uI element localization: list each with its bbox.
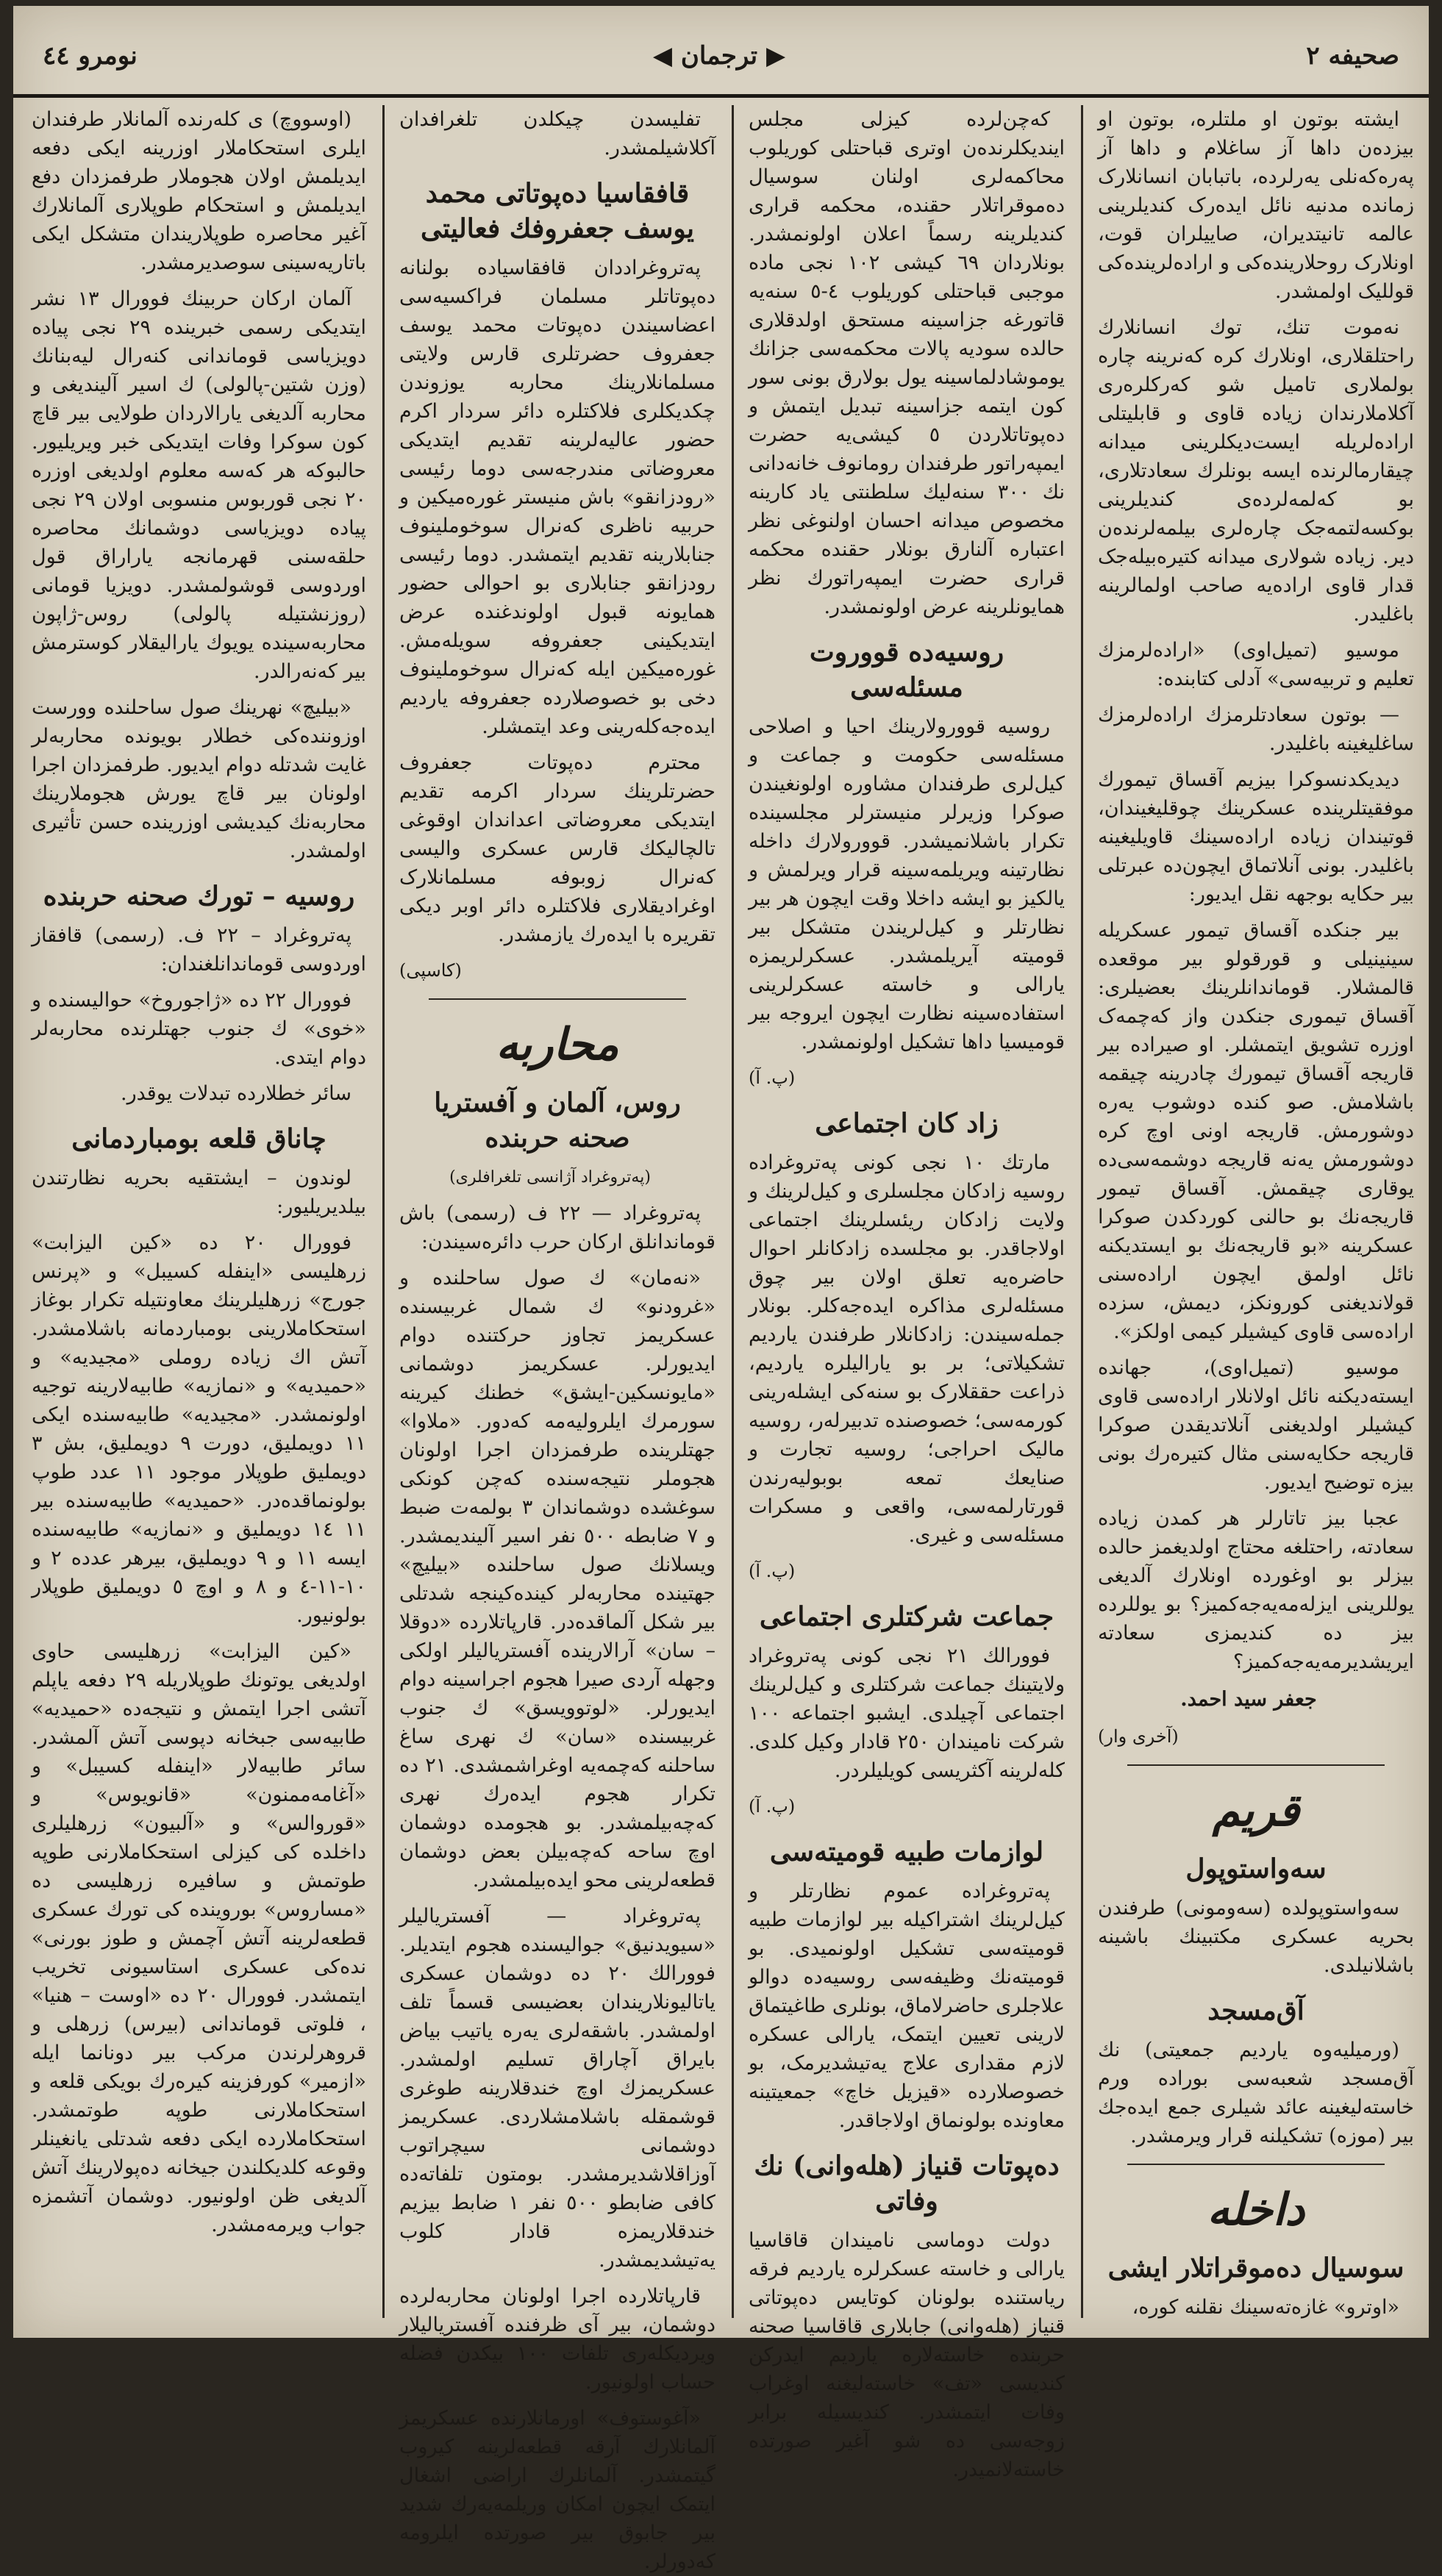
article-paragraph: (اوسووچ) ی کله‌رنده آلمانلار طرفندان ایلری استحکاملار اوزرینه ایکی دفعه ایدیلمش اولان هجوملار طرفمزدان دفع ایدیلمش و استحکام طوپلاری آلمانلارك آغیر محاصره طوپلاریندان متشکل ایکی باتاریه‌سینی سوصدیرمشدر. (32, 108, 366, 274)
article-paragraph: «کین الیزابت» زرهلیسی حاوی اولدیغی یوتونك طوپلاریله ٢٩ دفعه یاپلم آتشی اجرا ایتمش و نتیجه‌ده «حمیدیه» طابیه‌سی جبخانه دپوسی آتش آلمشدر. سائر طابیه‌لار «اینفله کسیبل» و «آغامه‌ممنون» «قانویوس» و «قوروالس» و «آلبیون» زرهلیلری داخلده کی کیزلی استحکاملارنی طوپه طوتمش و سافیره زرهلیسی ده «مساروس» بوروینده کی تورك عسکری قطعه‌لرینه آتش آچمش و طوز بورنی» نده‌کی عسکری استاسیونی تخریب ایتمشدر. فوورال ٢٠ ده «اوست – هنیا» ، فلوتی قوماندانی (بیرس) زرهلی و قروهرلرندن مرکب بیر دونانما ایله «ازمیر» کورفزینه کیره‌رك بویکی قلعه و استحکاملارنی طوپه طوتمشدر. استحکاملارده ایکی دفعه شدتلی یانغینلر وقوعه کلدیکلندن جیخانه ده‌پولارینك آتش آلدیغی ظن اولونیور. دوشمان آتشمزه جواب ویرمه‌مشدر. (32, 1640, 366, 2236)
article-headline: روسیه – تورك صحنه حربنده (43, 881, 355, 912)
source-credit: (پ. آ) (749, 1561, 796, 1581)
article-paragraph: فوورال ٢٠ ده «کین الیزابت» زرهلیسی «اینفله کسیبل» و «پرنس جورج» زرهلیلرینك معاونتیله تکرار بوغاز استحکاملارینی بومباردمانه باشلامشدر. آتش اك زیاده روملی «مجیدیه» و «حمیدیه» و «نمازیه» طابیه‌لارینه توجیه اولونمشدر. «مجیدیه» طابیه‌سنده ایکی ١١ دویملیق، دورت ٩ دویملیق، بش ٣ دویملیق طوپلار موجود ١١ عدد طوپ بولونماقده‌در. «حمیدیه» طابیه‌سنده بیر ١١ ١٤ دویملیق و «نمازیه» طابیه‌سنده ایسه ١١ و ٩ دویملیق، بیرهر عدده ٢ و ١٠-١١-٤ و ٨ و اوچ ٥ دویملیق طوپلار بولونیور. (32, 1231, 366, 1627)
column-3 (399, 105, 716, 2573)
article-paragraph: نه‌موت تنك، توك انسانلارك راحتلقلاری، اونلارك کره که‌نرینه چاره بولملاری تامیل شو که‌رکلره‌ری آکلاملارندان زیاده قاوی و قابلیتلی اراده‌لریله ایست‌دیکلرینی میدانه چیقارمالرنده ایسه بونلرك سعادتلاری، بو که‌لمه‌لرده‌ی کندیلرینی بوکسه‌لتمه‌جک چاره‌لری بیلمه‌لرنده‌ن دیر. زیاده شولاری میدانه کتیره‌بیله‌جک قدار قاوی اراده‌یه صاحب اولمالرینه باغلیدر. (1098, 316, 1414, 626)
article-headline: چاناق قلعه بومباردمانی (71, 1123, 326, 1154)
section-divider (429, 998, 686, 1000)
article-paragraph: «آغوستوف» اورمانلارنده عسکریمز آلمانلارك آرقه قطعه‌لرینه کیروب گیتمشدر. آلمانلرك اراضی اشغال ایتمک ایچون امکان وریلمه‌یه‌رك شدید بیر جابوق بیر صورتده ایلرومه که‌دورلر. (399, 2407, 715, 2573)
article-paragraph: قارپاتلارده اجرا اولونان محاربه‌لرده دوشمان، بیر آی ظرفنده آفستریالیلار ویردیکله‌ری تلفات ١٠٠ بیکدن فضله حساب اولونیور. (399, 2285, 715, 2394)
article-paragraph: — بوتون سعادتلرمزك اراده‌لرمزك ساغلیغینه باغلیدر. (1098, 704, 1414, 755)
section-title: قریم (1212, 1785, 1300, 1836)
article-paragraph: ایشته بوتون او ملتلره، بوتون او بیزده‌ن داها آز ساغلام و داها آز په‌ره‌که‌نلی یه‌رلرده، باتبابان انسانلارک زمانده مدنیه نائل ایده‌رک کندیلرینی عالمه تانیتدیران، صاییلران قوت، اونلارک روحلارینده‌کی و اراده‌لرینده‌کی قوللیک اولمشدر. (1098, 108, 1414, 303)
source-credit: (پ. آ) (749, 1796, 796, 1817)
article-paragraph: (ورمیلیه‌وه یاردیم جمعیتی) نك آق‌مسجد شعبه‌سی بوراده ورم خاسته‌لیغینه عائد شیلری جمع ایده‌جك بیر (موزه) تشکیلنه قرار ویرمشدر. (1098, 2039, 1414, 2147)
article-paragraph: «نه‌مان» ك صول ساحلنده و «غرودنو» ك شمال غربیسنده عسکریمز تجاوز حرکتنده دوام ایدیورلر. عسکریمز دوشمانی «مایونسکین-ایشق» خطنك کیرینه سورمرك ایلرولیه‌مه که‌دور. «ملاوا» جهتلرینده طرفمزدان اجرا اولونان هجوملر نتیجه‌سنده که‌چن کونکی سوغشده دوشماندان ٣ بولمه‌ت ضبط و ٧ ضابطه ٥٠٠ نفر اسیر آلیندیمشدر. ویسلانك صول ساحلنده «بیلیچ» جهتینده محاربه‌لر کینده‌کینجه شدتلی بیر شکل آلماقده‌در. قارپاتلارده «دوقلا – سان» آرالارینده آفستریالیلر اولکی وجهله آردی صیرا هجوم اجراسینه دوام ایدیورلر. «لوتوویسق» ك جنوب غربیسنده «سان» ك نهری ساغ ساحلنه که‌چمه‌یه اوغراشمشدی. ٢١ ده تکرار هجوم ایده‌رك نهری که‌چه‌بیلمشدر. بو هجومده دوشمان اوچ ساحه که‌چه‌بیلن بعض دوشمان قطعه‌لرینی محو ایده‌بیلمشدر. (399, 1267, 715, 1892)
source-note: (په‌تروغراد آژانسی تلغرافلری) (449, 1168, 651, 1187)
article-paragraph: آلمان ارکان حربینك فوورال ١٣ نشر ایتدیکی رسمی خبرینده ٢٩ نجی پیاده دویزیاسی قوماندانی کنه‌رال لیه‌بنانك (وزن شتین-پالولی) ك اسیر آلیندیغی و محاربه آلدیغی یارالاردان طولایی بیر قاچ کون سوکرا وفات ایتدیکی خبر ویریلیور. حالبوکه هر که‌سه معلوم اولدیغی اوزره ٢٠ نجی قوربوس منسوبی اولان ٢٩ نجی پیاده دویزیاسی دوشمانك محاصره حلقه‌سنی قهرمانجه یاراراق قول اوردوسی قوشولمشدر. دویزیا قومانی (روزنشتیله پالولی) روس-ژاپون محاربه‌سینده یویوك یارالیقلار کوسترمش بیر که‌نه‌رالدر. (32, 287, 366, 683)
page-header (13, 28, 1429, 98)
section-title: داخله (1207, 2184, 1305, 2236)
article-headline: قافقاسیا ده‌پوتاتی محمد یوسف جعفروفك فعالیتی (421, 178, 694, 244)
article-paragraph: موسیو (تمیل‌اوی)، جهانده ایسته‌دیکنه نائل اولانلار اراده‌سی قاوی کیشیلر اولدیغنی آنلاتدیقدن صوکرا قاریجه حکایه‌سنی مثال کتیره‌رك بونی بیزه توضیح ایدیور. (1098, 1356, 1414, 1494)
article-paragraph: «اوترو» غازه‌ته‌سینك نقلنه کوره، (1132, 2296, 1399, 2319)
article-paragraph: په‌تروغراد — ٢٢ ف (رسمی) باش قوماندانلق ارکان حرب دائره‌سیندن: (399, 1202, 715, 1253)
article-headline: زاد کان اجتماعی (815, 1108, 999, 1139)
article-paragraph: په‌تروغراد – ٢٢ ف. (رسمی) قافقاز اوردوسی قوماندانلغندان: (32, 924, 366, 976)
source-credit: (پ. آ) (749, 1067, 796, 1088)
article-paragraph: تفلیسدن چیکلدن تلغرافدان آکلاشیلمشدر. (399, 108, 715, 160)
article-paragraph: دولت دوماسی نامیندان قاقاسیا یارالی و خاسته عسکرلره یاردیم فرقه ریاستنده بولونان کوتایس ده‌پوتاتی قنیاز (هله‌وانی) جابلاری قاقاسیا صحنه حربنده خاسته‌لاره یاردیم ایدرکن کندیسی «تف» خاسته‌لیغنه اوغراب وفات ایتمشدر. کندیسیله برابر زوجه‌سی ده شو آغیر صورتده خاسته‌لانمیدر. (749, 2229, 1065, 2481)
source-credit: (کاسپی) (399, 960, 462, 981)
article-headline: جماعت شرکتلری اجتماعی (759, 1601, 1054, 1632)
section-divider (1127, 1764, 1385, 1766)
article-paragraph: سائر خطلارده تبدلات یوقدر. (121, 1082, 351, 1105)
article-headline: سوسیال ده‌موقراتلار ایشی (1107, 2253, 1404, 2283)
newspaper-page (13, 6, 1429, 2573)
article-headline: سه‌واستوپول (1185, 1853, 1327, 1884)
article-paragraph: که‌چن‌لرده کیزلی مجلس ایندیکلرنده‌ن اوتری قباحتلی کوریلوب محاکمه‌لری اولنان سوسیال ده‌موقراتلار حقنده، محکمه قراری کندیلرینه رسماً اعلان اولونمشدر. بونلاردان ٦٩ کیشی ١٠٢ نجی ماده موجبی قباحتلی کوریلوب ٤-٥ سنه‌یه قاتورغه جزاسینه مستحق اولدقلاری حالده سودیه پالات محکمه‌سی جزانك یوموشادلماسینه یول بولارق بونی سور کون ایتمه جزاسینه تبدیل ایتمش و ده‌پوتاتلاردن ٥ کیشی‌یه حضرت ایمپه‌راتور طرفندان رومانوف خانه‌دانی نك ٣٠٠ سنه‌لیك سلطنتی یاد کارینه مخصوص میدانه احسان اولنوغی نظر اعتباره آلنارق بونلار حقنده محکمه قراری حضرت ایمپه‌راتورك نظر همایونلرینه عرض اولونمشدر. (749, 108, 1065, 618)
article-paragraph: بیر جنکده آقساق تیمور عسکریله سینینیلی و قورقولو بیر موقعده قالمشلار. قوماندانلرینك بعضیلری: آقساق تیموری جنکدن واز که‌چمه‌ک اوزره تشویق ایتمشلر. او صیراده بیر قاریجه آقساق تیمورك چادرینه چیقمه باشلامش. صو کنده دوشوب یه‌ره دوشورمش. قاریجه اونی اوچ کره دوشورمش یه‌نه قاریجه دوشمه‌سی‌ده یوقاری چیقمش. آقساق تیمور قاریجه‌نك بو حالنی کوردکدن صوکرا عسکرینه «بو قاریجه‌نك بو ایستدیکنه نائل اولمق ایچون اراده‌سنی قولاندیغنی کورونکز، دیمش، سزده اراده‌سی قاوی کیشیلر کیمی اولکز». (1098, 919, 1414, 1343)
column-4 (32, 105, 366, 2318)
article-headline: روسیه‌ده قووروت مسئله‌سی (809, 637, 1004, 703)
article-paragraph: مارتك ١٠ نجی کونی په‌تروغراده روسیه زادکان مجلسلری و کیل‌لرینك و ولایت زادکان ریئسلرینك اجتماعی اولاجاقدر. بو مجلسده زادکانلر احوال حاضره‌یه تعلق اولان بیر چوق مسئله‌لری مذاکره ایده‌جه‌کلر. بونلار جمله‌سیندن: زادکانلار طرفندن یاردیم تشکیلاتی؛ بر بو یارالیلره یاردیم، ذراعت حققلارک بو سنه‌کی ایشله‌رینی کورمه‌سی؛ خصوصنده تدبیرله‌ر، روسیه مالیک احراجی؛ روسیه تجارت و صنایعك تمعه بوبولیه‌رندن قورتارلمه‌سی، واقعی و مسکرات مسئله‌سی و غیری. (749, 1151, 1065, 1547)
author-signature: جعفر سید احمد. (1180, 1688, 1317, 1711)
issue-number: نومرو ٤٤ (43, 41, 138, 71)
column-2 (749, 105, 1065, 2481)
source-credit: (آخری وار) (1098, 1726, 1179, 1747)
article-paragraph: محترم ده‌پوتات جعفروف حضرتلرینك سردار اکرمه تقدیم ایتدیکی معروضاتی اعداندان اوقوغی تالچالیکك قارس عسکری والیسی که‌نرال زوبوفه مسلمانلارک اوغرادیقلاری فلاکتلره دائر اوبر دیکی تقریره با ایده‌رك یازمشدر. (399, 751, 715, 946)
article-paragraph: موسیو (تمیل‌اوی) «اراده‌لرمزك تعلیم و تربیه‌سی» آدلی کتابنده: (1098, 639, 1414, 690)
article-paragraph: په‌تروغراد — آفستریالیلر «سیویدنیق» جوالیسنده هجوم ایتدیلر. فوورالك ٢٠ ده دوشمان عسکری یاتالیونلاریندان بعضیسی قسماً تلف اولمشدر. باشقه‌لری یه‌ره یاتیب بیاض بایراق آچاراق تسلیم اولمشدر. عسکریمزك اوچ خندقلارینه طوغری قوشمقله باشلامشلاردی. عسکریمز دوشمانی سیچراتوب آوزاقلاشدیرمشدر. بومتون تلفاته‌ده کافی ضابطو ٥٠٠ نفر ١ ضابط بیزیم خندقلاریمزه قادار کلوب یه‌تیشدیمشدر. (399, 1905, 716, 2272)
article-paragraph: فوورال ٢٢ ده «ژاجوروخ» حوالیسنده و «خوی» ك جنوب جهتلرنده محاربه‌لر دوام ایتدی. (32, 989, 366, 1069)
article-paragraph: لوندون – ایشتقیه بحریه نظارتندن بیلدیریلیور: (32, 1167, 366, 1218)
article-headline: آق‌مسجد (1207, 1995, 1304, 2026)
section-title: محاربه (496, 1019, 619, 1070)
article-paragraph: سه‌واستوپولده (سه‌ومونی) طرفندن بحریه عسکری مکتبینك باشینه باشلانیلدی. (1098, 1897, 1414, 1977)
column-rule (382, 105, 385, 2318)
article-headline: لوازمات طبیه قومیته‌سی (769, 1836, 1044, 1867)
column-rule (1081, 105, 1083, 2318)
article-paragraph: روسیه قوورولارینك احیا و اصلاحی مسئله‌سی حکومت و جماعت و کیل‌لری طرفندان مشاوره اولونغیندن صوکرا وزیرلر منیسترلر مجلسینده تکرار باشلانمیشدر. قوورولارك داخله نظارتینه ویریلمه‌سینه قرار ویرلمش و یالکیز بو ایشه داخلا وقت ایچون هر بیر نظارتلر و کیل‌لریندن متشکل بیر قومیته آیریلمشدر. عسکرلریمزه یارالی و خاسته عسکرلرینی استفاده‌سینه نظارت ایچون ایروجه بیر قومیسیا داها تشکیل اولونمشدر. (749, 715, 1065, 1053)
article-paragraph: عجبا بیز تاتارلر هر کمدن زیاده سعادته، راحتلغه محتاج اولدیغمز حالده بیزلر بو اوغورده اونلارك آلدیغی یوللرینی ایزله‌مه‌یه‌جه‌کمیز؟ بو یوللرده بیز ده کندیمزی سعادته ایریشدیرمه‌یه‌جه‌کمیز؟ (1098, 1507, 1414, 1673)
article-paragraph: په‌تروغراده عموم نظارتلر و کیل‌لرینك اشتراکیله بیر لوازمات طبیه قومیته‌سی تشکیل اولونمیدی. بو قومیته‌نك وظیفه‌سی روسیه‌ده دوالو علاجلری حاضرلاماق، بونلری طاغیتماق لارینی تعیین ایتمک، یارالی عسکره لازم مقداری علاج یه‌تیشدیرمک، بو خصوصلارده «قیزیل خاچ» جمعیتینه معاونده بولونماق اولاجاقدر. (749, 1880, 1065, 2132)
article-headline: ده‌پوتات قنیاز (هله‌وانی) نك وفاتی (754, 2150, 1060, 2217)
column-rule (732, 105, 734, 2318)
newspaper-title: ◀ ترجمان ▶ (652, 41, 786, 71)
page-number: صحیفه ٢ (1306, 41, 1399, 71)
article-headline: روس، آلمان و آفستریا صحنه حربنده (434, 1087, 681, 1153)
section-divider (1127, 2164, 1385, 2165)
article-paragraph: «بیلیچ» نهرینك صول ساحلنده وورست اوزوننده‌کی خطلار بویونده محاربه‌لر غایت شدتله دوام ایدیور. طرفمزدان اجرا اولونان بیر قاچ یورش هجوملارینك محاربه‌نك کیدیشی اوزرینده حسن تأثیری اولمشدر. (32, 696, 366, 862)
article-paragraph: په‌تروغراددان قافقاسیاده بولنانه ده‌پوتاتلر مسلمان فراکسیه‌سی اعضاسیندن ده‌پوتات محمد یوسف جعفروف حضرتلری قارس ولایتی مسلمانلارینك محاربه یوزوندن چکدیکلری فلاکتلره دائر سردار اکرم حضور عالیه‌لرینه تقدیم ایتدیکی معروضاتی مندرجه‌سی دوما رئیسی «رودزانقو» باش منیستر غوره‌میکین و حربیه ناظری که‌نرال سوخوملینوف جنابلارینه تقدیم ایتمشدر. دوما رئیسی رودزانقو جنابلاری بو احوالی حضور همایونه قبول اولوندغنده عرض ایتدیکینی جعفروفه سویله‌مش. غوره‌میکین ایله که‌نرال سوخوملینوف دخی بو خصوصلارده جعفروفه یاردیم ایده‌جه‌کله‌رینی وعد ایتمشلر. (399, 257, 715, 738)
article-paragraph: دیدیکدنسوکرا بیزیم آقساق تیمورك موفقیتلرینده عسکرینك چوقلیغیندان، قوتیندان زیاده اراده‌سینك قاویلیغینه باغلیدر. بونی آنلاتماق ایچون‌ده عبرتلی بیر حکایه بوجهه نقل ایدیور: (1098, 768, 1414, 906)
column-1 (1098, 105, 1414, 2318)
article-paragraph: فوورالك ٢١ نجی کونی په‌تروغراد ولایتینك جماعت شرکتلری و کیل‌لرینك اجتماعی آچیلدی. ایشبو اجتماعه ١٠٠ شرکت نامیندان ٢٥٠ قادار وکیل کلدی. کله‌لرینه آکثریسی کویلیلردر. (749, 1645, 1065, 1782)
